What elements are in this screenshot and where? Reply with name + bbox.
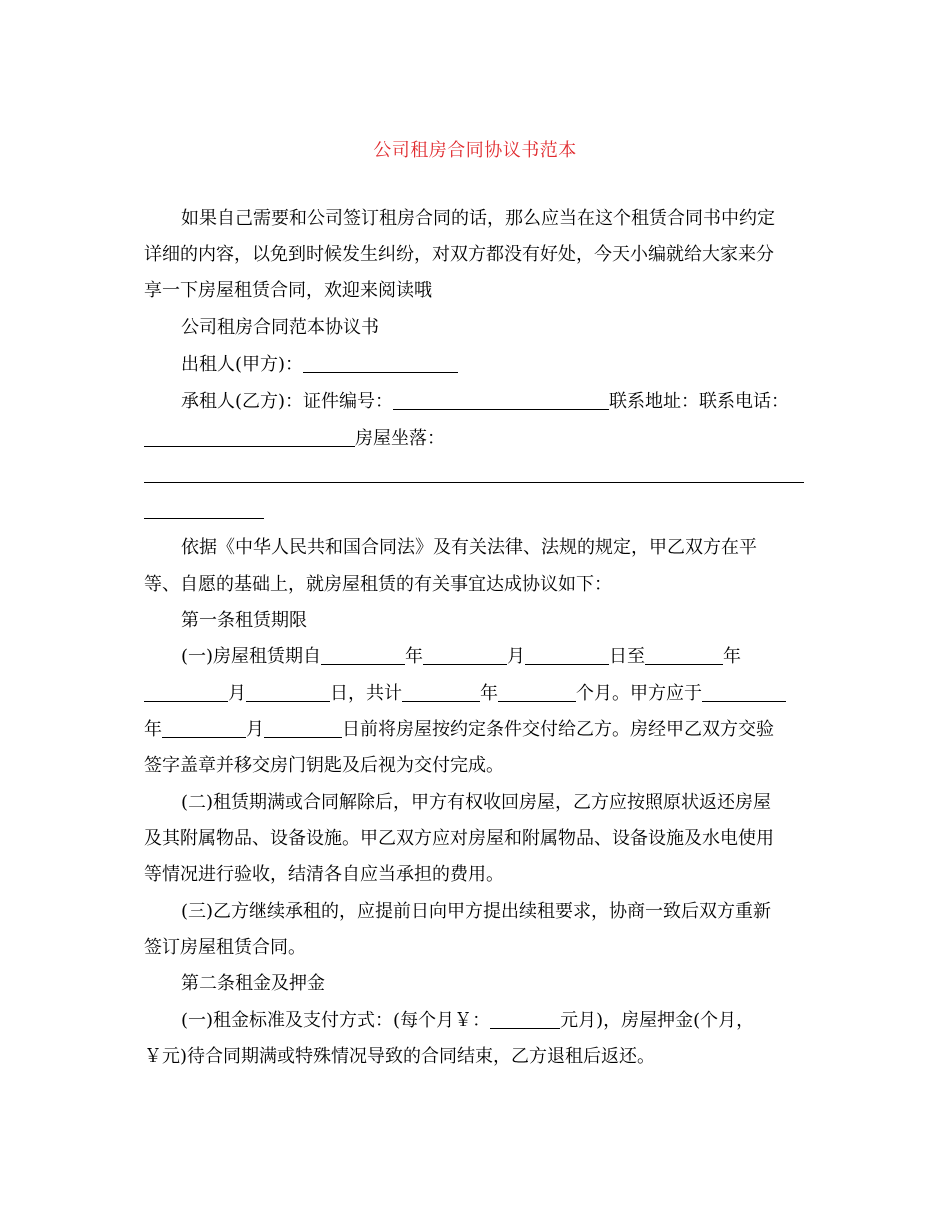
end-day-blank	[246, 683, 330, 702]
end-month-blank	[144, 683, 228, 702]
landlord-label: 出租人(甲方)：	[181, 354, 304, 375]
deliver-year-blank	[702, 683, 786, 702]
article1-p3-line-1: (三)乙方继续承租的，应提前日向甲方提出续租要求，协商一致后双方重新	[181, 901, 772, 922]
landlord-line	[181, 353, 458, 377]
article1-p2-line-3: 等情况进行验收，结清各自应当承担的费用。	[144, 864, 504, 885]
basis-line-2: 等、自愿的基础上，就房屋租赁的有关事宜达成协议如下：	[144, 574, 612, 595]
document-title: 公司租房合同协议书范本	[373, 140, 577, 161]
location-line	[144, 427, 445, 451]
intro-line-2: 详细的内容，以免到时候发生纠纷，对双方都没有好处，今天小编就给大家来分	[144, 244, 774, 265]
total-year-blank	[402, 683, 480, 702]
start-year-blank	[321, 646, 405, 665]
article1-p3-line-2: 签订房屋租赁合同。	[144, 937, 306, 958]
start-month-blank	[423, 646, 507, 665]
start-day-blank	[525, 646, 609, 665]
deliver-day-blank	[264, 719, 342, 738]
intro-line-1: 如果自己需要和公司签订租房合同的话，那么应当在这个租赁合同书中约定	[181, 208, 775, 229]
intro-line-3: 享一下房屋租赁合同，欢迎来阅读哦	[144, 280, 432, 301]
article2-heading: 第二条租金及押金	[181, 973, 325, 994]
tenant-label: 承租人(乙方)：证件编号：	[181, 391, 394, 412]
total-month-blank	[498, 683, 576, 702]
end-year-blank	[645, 646, 723, 665]
phone-blank	[144, 428, 355, 447]
contact-label: 联系地址：联系电话：	[609, 391, 790, 412]
article2-p1-line-2: ￥元)待合同期满或特殊情况导致的合同结束，乙方退租后返还。	[144, 1046, 656, 1067]
article1-p1-line-1: (一)房屋租赁期自 年 月 日至 年	[181, 646, 742, 667]
basis-line-1: 依据《中华人民共和国合同法》及有关法律、法规的规定，甲乙双方在平	[181, 537, 757, 558]
tenant-line	[181, 390, 789, 414]
deliver-month-blank	[162, 719, 246, 738]
location-blank-line	[144, 482, 804, 483]
article1-p1-line-2: 月 日，共计 年 个月。甲方应于	[144, 682, 786, 706]
article1-heading: 第一条租赁期限	[181, 610, 307, 631]
id-number-blank	[393, 391, 609, 410]
rent-amount-blank	[490, 1010, 560, 1029]
article2-p1-line-1: (一)租金标准及支付方式：(每个月￥： 元月)，房屋押金(个月，	[181, 1010, 755, 1031]
location-blank-line-end	[144, 518, 264, 519]
article1-p1-line-3: 年 月 日前将房屋按约定条件交付给乙方。房经甲乙双方交验	[144, 719, 774, 740]
location-label: 房屋坐落：	[355, 428, 445, 449]
landlord-blank	[303, 354, 458, 373]
article1-p2-line-1: (二)租赁期满或合同解除后，甲方有权收回房屋，乙方应按照原状返还房屋	[181, 792, 772, 813]
subtitle: 公司租房合同范本协议书	[181, 317, 379, 338]
article1-p2-line-2: 及其附属物品、设备设施。甲乙双方应对房屋和附属物品、设备设施及水电使用	[144, 828, 774, 849]
article1-p1-line-4: 签字盖章并移交房门钥匙及后视为交付完成。	[144, 755, 504, 776]
